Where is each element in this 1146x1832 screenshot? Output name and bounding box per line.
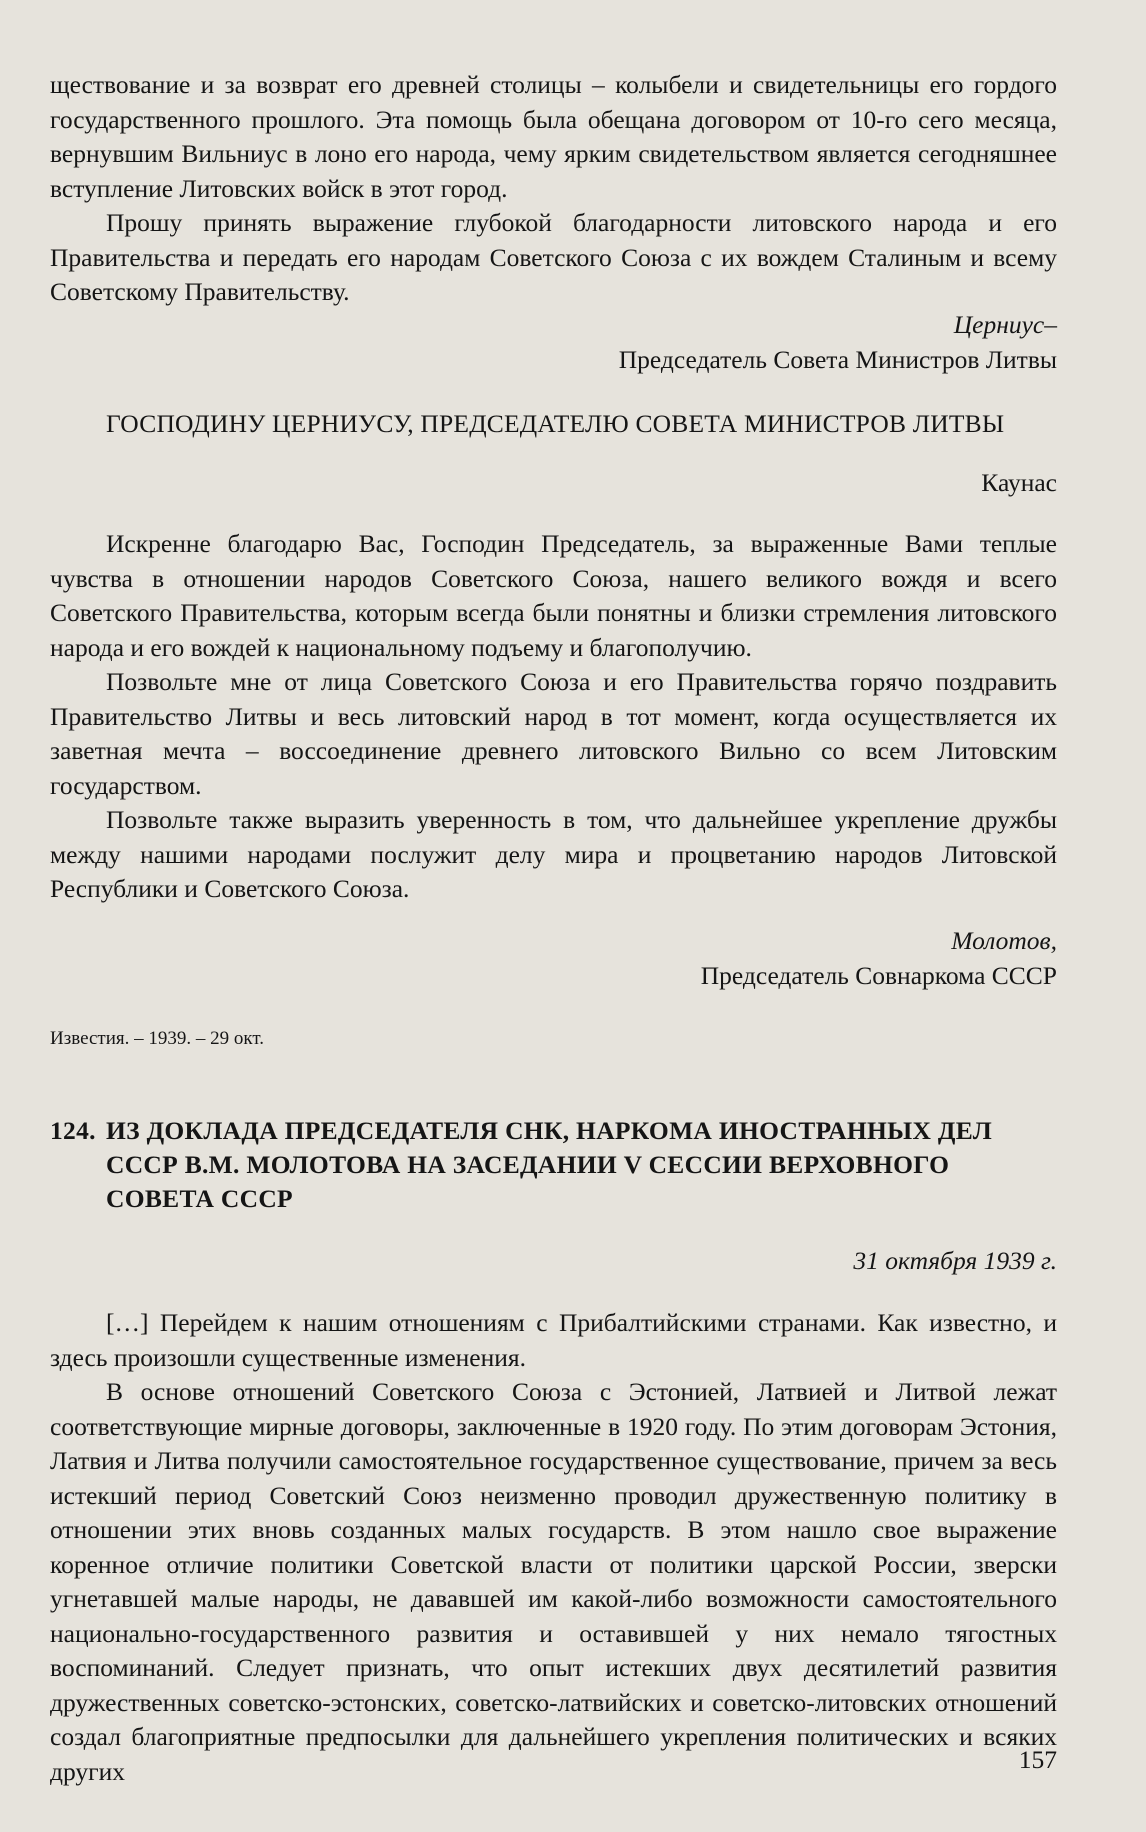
document-title-line-2: СССР В.М. МОЛОТОВА НА ЗАСЕДАНИИ V СЕССИИ ВЕРХОВНОГО (106, 1150, 950, 1179)
reply-paragraph-1: Искренне благодарю Вас, Господин Председатель, за выраженные Вами теплые чувства в отношении народов Советского Союза, нашего великого вождя и всего Советского Правительства, которым всегда были понятны и близки стремления литовского народа и его вождей к национальному подъему и благополучию. (50, 529, 1057, 662)
telegram-paragraph-2: Прошу принять выражение глубокой благодарности литовского народа и его Правительства и передать его народам Советского Союза с их вождем Сталиным и всему Советскому Правительству. (50, 208, 1057, 306)
document-date: 31 октября 1939 г. (853, 1246, 1057, 1275)
source-citation: Известия. – 1939. – 29 окт. (50, 1028, 264, 1049)
reply-body (50, 527, 1057, 907)
signature-title: Председатель Совета Министров Литвы (618, 344, 1057, 374)
document-title-block (50, 1114, 1057, 1216)
document-date-block (50, 1244, 1057, 1279)
telegram-paragraph-1: ществование и за возврат его древней столицы – колыбели и свидетельницы его гордого государственного прошлого. Эта помощь была обещана договором от 10-го сего месяца, вернувшим Вильниус в лоно его народа, чему ярким свидетельством является сегодняшнее вступление Литовских войск в этот город. (50, 70, 1057, 203)
document-title (50, 1114, 1057, 1216)
reply-signature (50, 924, 1057, 993)
telegram-signature (50, 308, 1057, 377)
document-body (50, 1306, 1057, 1789)
signature-name: Молотов, (951, 926, 1057, 955)
document-paragraph-2: В основе отношений Советского Союза с Эстонией, Латвией и Литвой лежат соответствующие мирные договоры, заключенные в 1920 году. По этим договорам Эстония, Латвия и Литва получили самостоятельное государственное существование, причем за весь истекший период Советский Союз неизменно проводил дружественную политику в отношении этих вновь созданных малых государств. В этом нашло свое выражение коренное отличие политики Советской власти от политики царской России, зверски угнетавшей малые народы, не дававшей им какой-либо возможности самостоятельного национально-государственного развития и оставившей у них немало тягостных воспоминаний. Следует признать, что опыт истекших двух десятилетий развития дружественных советско-эстонских, советско-латвийских и советско-литовских отношений создал благоприятные предпосылки для дальнейшего укрепления политических и всяких других (50, 1377, 1057, 1786)
document-paragraph-1: […] Перейдем к нашим отношениям с Прибалтийскими странами. Как известно, и здесь произошли существенные изменения. (50, 1308, 1057, 1372)
reply-place-block (50, 466, 1057, 501)
document-title-line-3: СОВЕТА СССР (106, 1184, 293, 1213)
document-number: 124. (50, 1116, 96, 1145)
page-number: 157 (1018, 1745, 1057, 1774)
telegram-block (50, 68, 1057, 310)
reply-paragraph-3: Позвольте также выразить уверенность в том, что дальнейшее укрепление дружбы между нашими народами послужит делу мира и процветанию народов Литовской Республики и Советского Союза. (50, 805, 1057, 903)
reply-heading: ГОСПОДИНУ ЦЕРНИУСУ, ПРЕДСЕДАТЕЛЮ СОВЕТА МИНИСТРОВ ЛИТВЫ (106, 409, 1005, 438)
document-title-line-1: ИЗ ДОКЛАДА ПРЕДСЕДАТЕЛЯ СНК, НАРКОМА ИНОСТРАННЫХ ДЕЛ (106, 1116, 993, 1145)
signature-title: Председатель Совнаркома СССР (700, 960, 1057, 990)
signature-name: Церниус– (953, 310, 1057, 339)
reply-paragraph-2: Позвольте мне от лица Советского Союза и его Правительства горячо поздравить Правительство Литвы и весь литовский народ в тот момент, когда осуществляется их заветная мечта – воссоединение древнего литовского Вильно со всем Литовским государством. (50, 667, 1057, 800)
reply-heading-block (50, 407, 1057, 442)
source-block (50, 1027, 1057, 1051)
reply-place: Каунас (981, 468, 1057, 497)
